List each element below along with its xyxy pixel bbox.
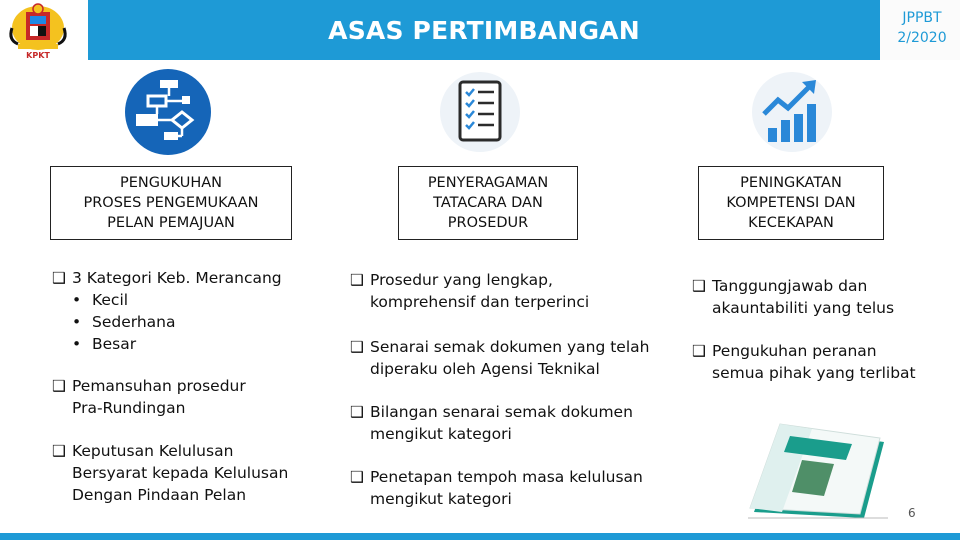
list-subitem: • Besar: [72, 335, 137, 353]
list-item: ❑ Senarai semak dokumen yang telah diperaku oleh Agensi Teknikal: [350, 338, 650, 378]
coat-of-arms-logo: [0, 0, 88, 62]
bottom-accent-bar: [0, 533, 960, 540]
svg-text:KPKT: KPKT: [26, 51, 50, 60]
heading-peningkatan: PENINGKATAN KOMPETENSI DAN KECEKAPAN: [698, 166, 884, 240]
list-item: ❑ Penetapan tempoh masa kelulusan mengikut kategori: [350, 468, 643, 508]
list-item: ❑ Pemansuhan prosedur Pra-Rundingan: [52, 377, 246, 417]
list-subitem: • Kecil: [72, 291, 129, 309]
page-number: 6: [908, 506, 916, 520]
list-item: ❑ Prosedur yang lengkap, komprehensif dan terperinci: [350, 271, 590, 311]
list-subitem: • Sederhana: [72, 313, 176, 331]
header-bar: [0, 0, 960, 62]
list-item: ❑ 3 Kategori Keb. Merancang: [52, 269, 282, 287]
list-item: ❑ Bilangan senarai semak dokumen mengikut kategori: [350, 403, 633, 443]
heading-pengukuhan: PENGUKUHAN PROSES PENGEMUKAAN PELAN PEMAJUAN: [50, 166, 292, 240]
booklet-image: [742, 400, 892, 526]
heading-penyeragaman: PENYERAGAMAN TATACARA DAN PROSEDUR: [398, 166, 578, 240]
page-title: ASAS PERTIMBANGAN: [328, 16, 640, 45]
flowchart-icon: [124, 68, 212, 160]
list-item: ❑ Tanggungjawab dan akauntabiliti yang telus: [692, 277, 895, 317]
list-item: ❑ Keputusan Kelulusan Bersyarat kepada Kelulusan Dengan Pindaan Pelan: [52, 442, 289, 504]
growth-chart-icon: [752, 70, 832, 158]
checklist-icon: [440, 70, 520, 158]
badge-code: JPPBT: [902, 10, 942, 26]
list-item: ❑ Pengukuhan peranan semua pihak yang terlibat: [692, 342, 916, 382]
badge-year: 2/2020: [897, 30, 947, 46]
